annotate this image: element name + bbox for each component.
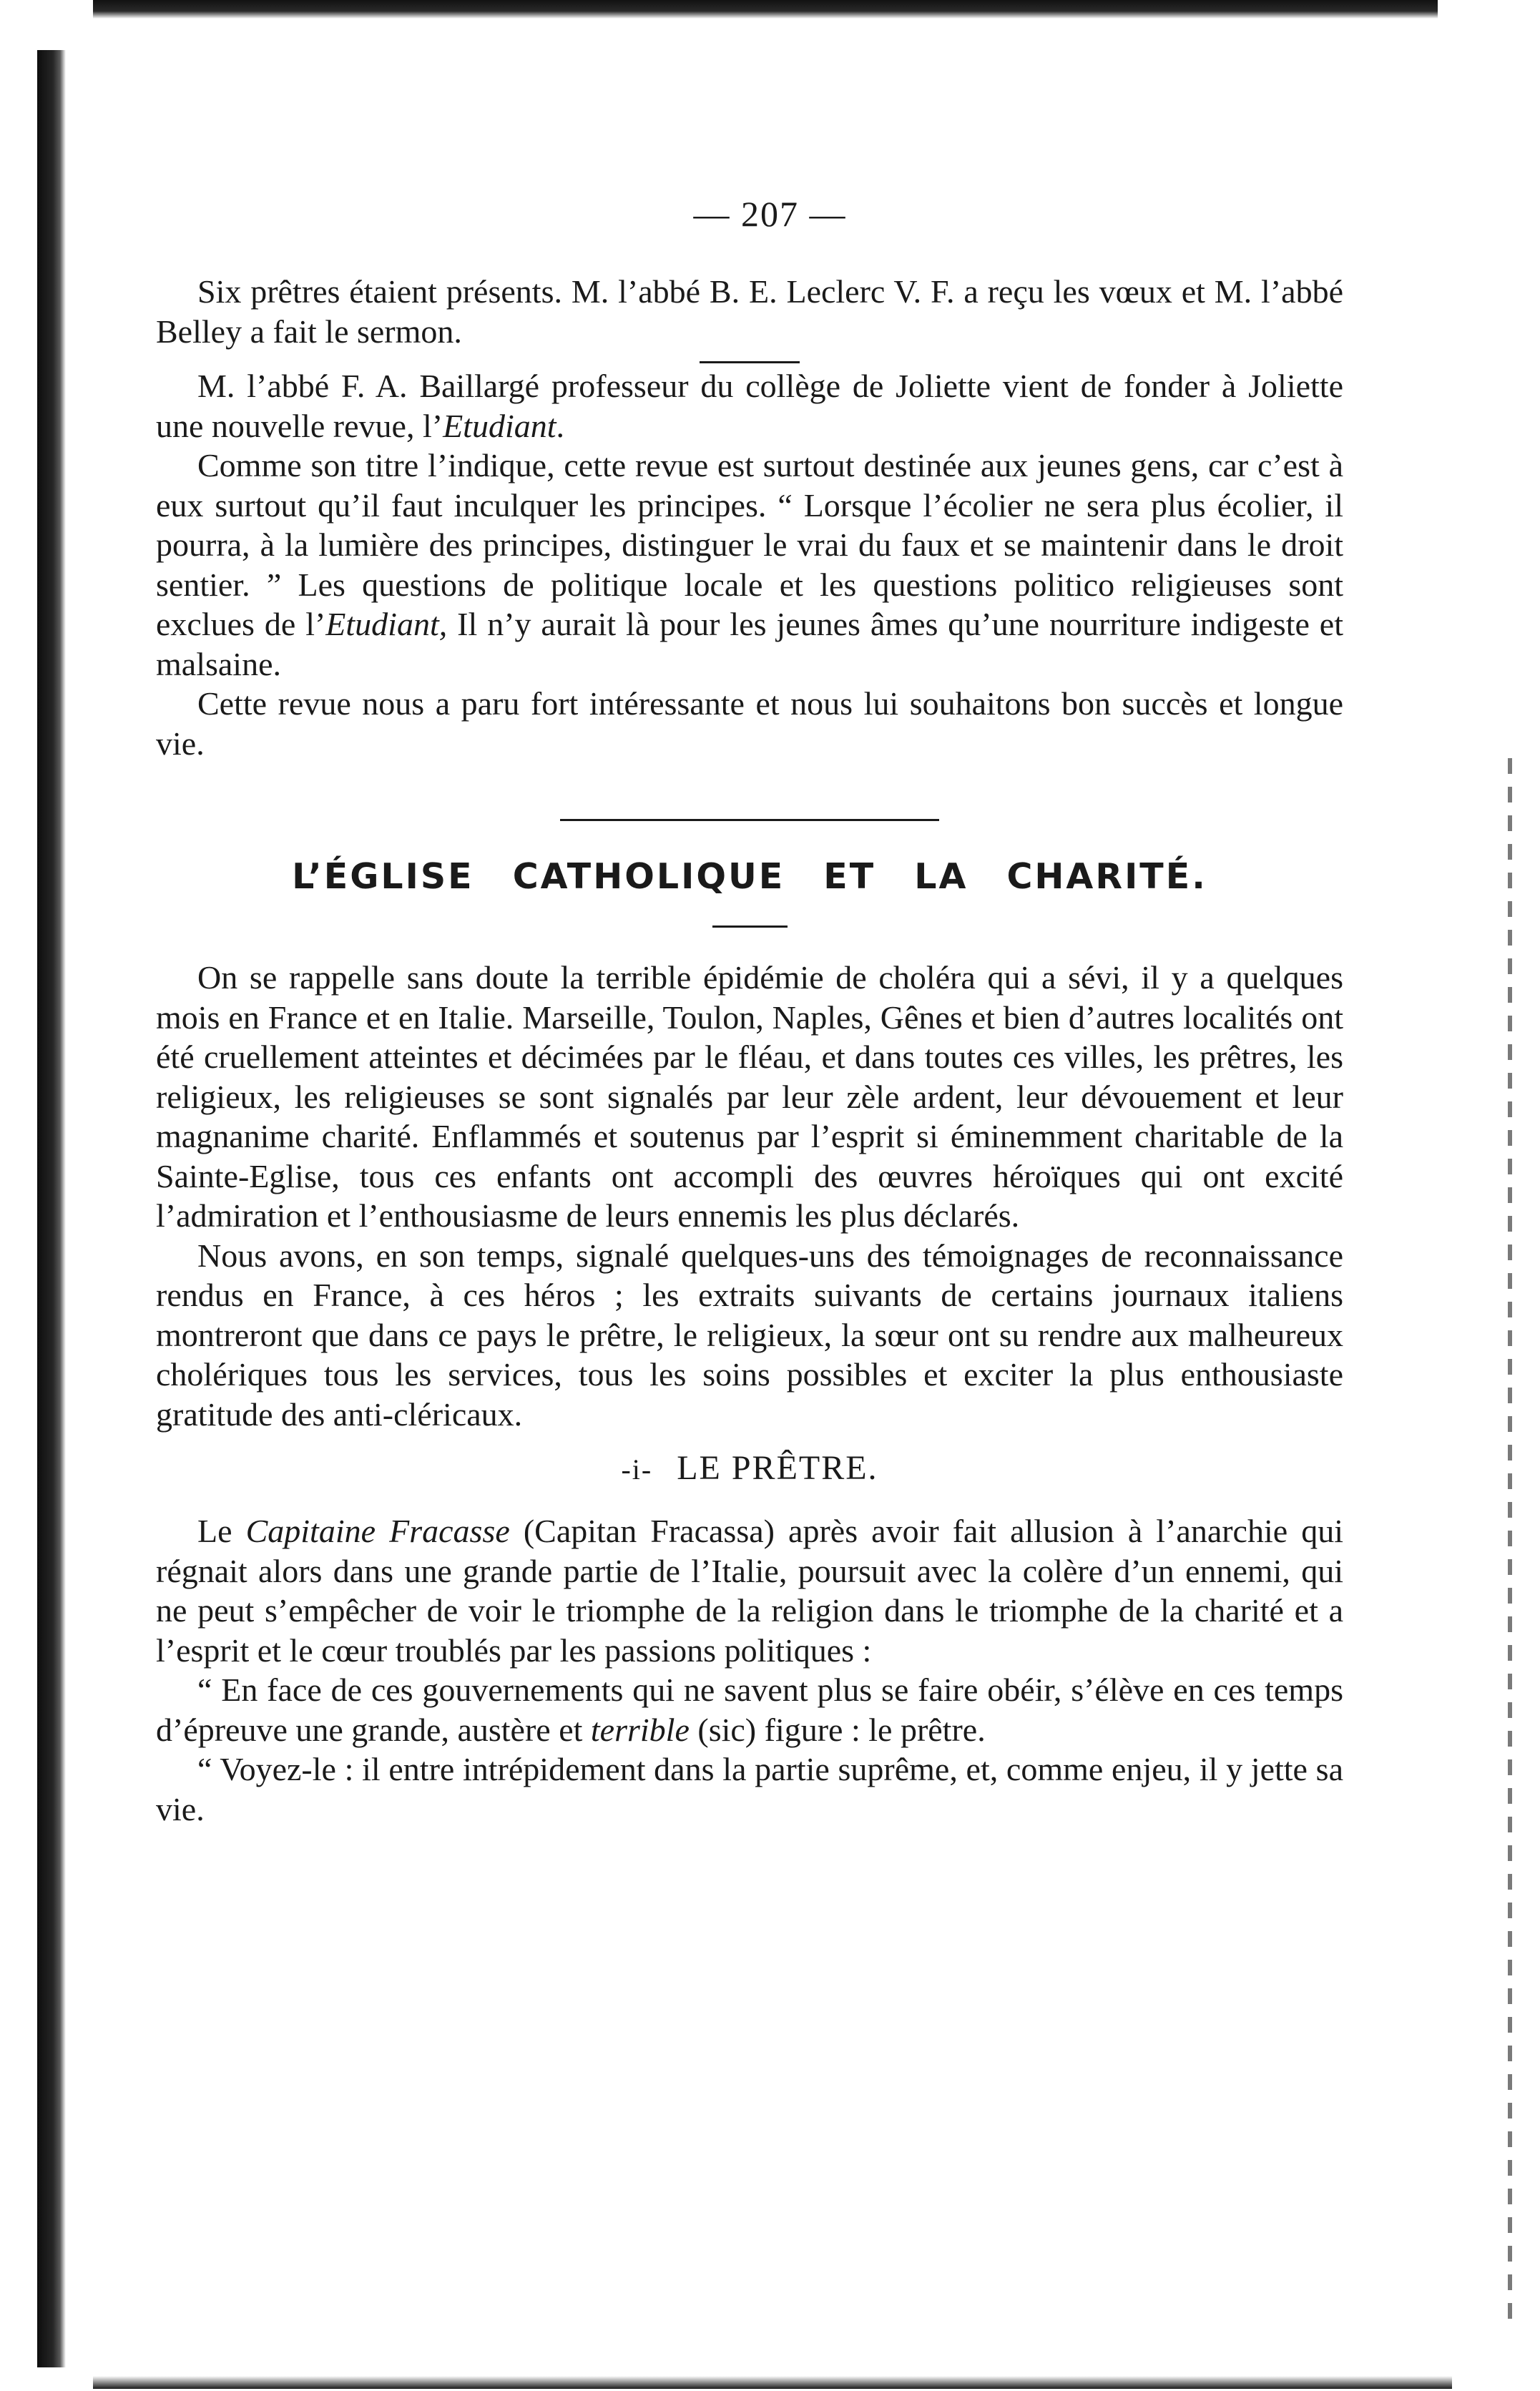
purpose-text: Comme son titre l’indique, cette revue est surtout destinée aux jeunes gens, car c’est à eux surtout qu’il faut inculquer les principes. “ Lorsque l’écolier ne sera plus écolier, il pourra, à la lumière des principes, distinguer le vrai du faux et se maintenir dans le droit sentier. ” Les questions de politique locale et les questions politico religieuses sont exclues de l’ bbox=[156, 447, 1343, 642]
sub-heading bbox=[156, 1447, 1343, 1491]
scan-edge-right bbox=[1508, 758, 1512, 2332]
paragraph-testimonies: Nous avons, en son temps, signalé quelques-uns des témoignages de reconnaissance rendus en France, à ces héros ; les extraits suivants de certains journaux italiens montreront que dans ce pays le prêtre, le religieux, la sœur ont su rendre aux malheureux cholériques tous les services, tous les soins possibles et exciter la plus enthousiaste gratitude des anti-cléricaux. bbox=[156, 1237, 1343, 1433]
revue-text: M. l’abbé F. A. Baillargé professeur du collège de Joliette vient de fonder à Joliette une nouvelle revue, l’ bbox=[156, 368, 1343, 444]
newspaper-title: Capitaine Fracasse bbox=[245, 1513, 510, 1549]
paragraph-capitaine-fracasse bbox=[156, 1511, 1343, 1670]
scan-edge-left bbox=[37, 50, 66, 2367]
revue-text-end: . bbox=[556, 407, 565, 444]
paragraph-revue-wishes: Cette revue nous a paru fort intéressante et nous lui souhaitons bon succès et longue vie. bbox=[156, 685, 1343, 762]
purpose-revue-title: Etudiant, bbox=[325, 606, 448, 642]
scan-edge-bottom bbox=[93, 2376, 1452, 2389]
fracasse-text-start: Le bbox=[197, 1513, 246, 1549]
revue-title: Etudiant bbox=[443, 407, 556, 444]
fracasse-text: (Capitan Fracassa) après avoir fait allusion à l’anarchie qui régnait alors dans une grande partie de l’Italie, poursuit avec la colère d’un ennemi, qui ne peut s’empêcher de voir le triomphe de la religion dans le triomphe de la charité et a l’esprit et le cœur troublés par les passions politiques : bbox=[156, 1513, 1344, 1669]
paragraph-cholera: On se rappelle sans doute la terrible épidémie de choléra qui a sévi, il y a quelques mois en France et en Italie. Marseille, Toulon, Naples, Gênes et bien d’autres localités ont été cruellement atteintes et décimées par le fléau, et dans toutes ces villes, les prêtres, les religieux, les religieuses se sont signalés par leur zèle ardent, leur dévouement et leur magnanime charité. Enflammés et soutenus par l’esprit si éminemment charitable de la Sainte-Eglise, tous ces enfants ont accompli des œuvres héroïques qui ont excité l’admiration et l’enthousiasme de leurs ennemis les plus déclarés. bbox=[156, 959, 1343, 1234]
section-title: L’ÉGLISE CATHOLIQUE ET LA CHARITÉ. bbox=[292, 856, 1207, 897]
paragraph-profession: Six prêtres étaient présents. M. l’abbé B. E. Leclerc V. F. a reçu les vœux et M. l’abbé Belley a fait le sermon. bbox=[156, 273, 1343, 350]
quote-italic-word: terrible bbox=[590, 1711, 690, 1748]
paragraph-quote-figure bbox=[156, 1670, 1343, 1749]
sub-heading-mark: -i- bbox=[621, 1453, 653, 1486]
paragraph-revue-purpose bbox=[156, 446, 1343, 684]
paragraph-quote-voyez: “ Voyez-le : il entre intrépidement dans la partie suprême, et, comme enjeu, il y jette sa vie. bbox=[156, 1751, 1343, 1827]
scan-edge-top bbox=[93, 0, 1438, 19]
separator-rule bbox=[700, 361, 800, 363]
quote-text: “ En face de ces gouvernements qui ne savent plus se faire obéir, s’élève en ces temps d’épreuve une grande, austère et bbox=[156, 1671, 1343, 1748]
quote-text-end: (sic) figure : le prêtre. bbox=[689, 1711, 986, 1748]
purpose-text-end: Il n’y aurait là pour les jeunes âmes qu’une nourriture indigeste et malsaine. bbox=[156, 606, 1344, 682]
page-body bbox=[156, 272, 1343, 1829]
paragraph-revue-announcement bbox=[156, 366, 1343, 446]
sub-heading-text: LE PRÊTRE. bbox=[677, 1449, 878, 1487]
section-separator-rule bbox=[560, 819, 939, 821]
title-underline-rule bbox=[712, 926, 788, 928]
page-number: — 207 — bbox=[693, 194, 847, 234]
